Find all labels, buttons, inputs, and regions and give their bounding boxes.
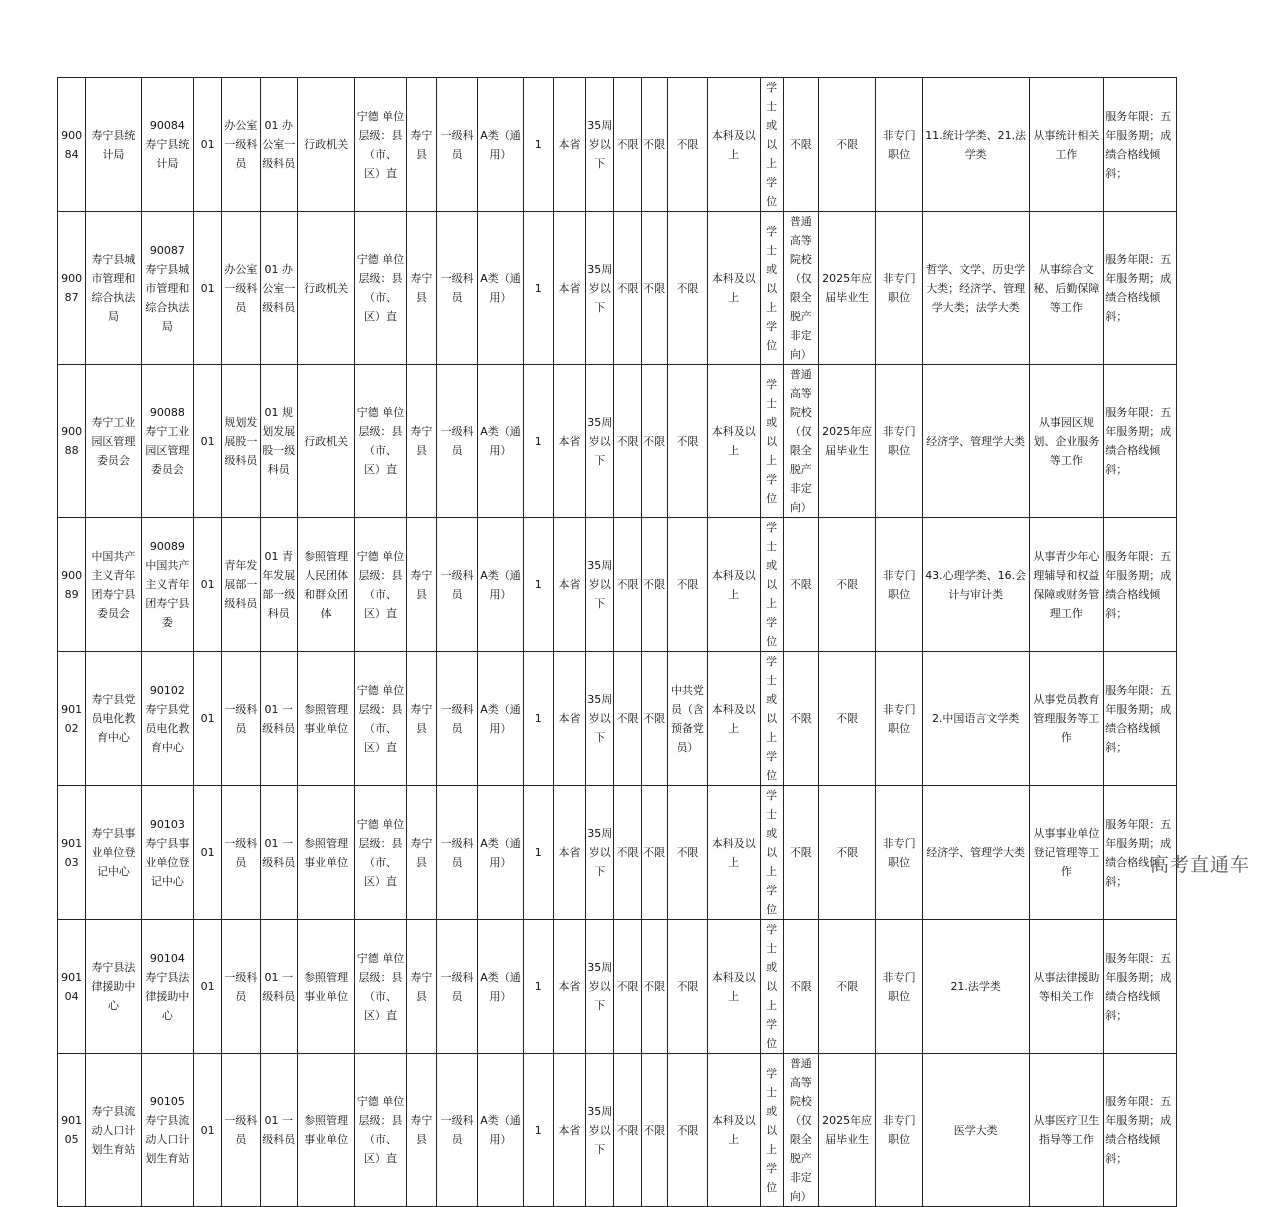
cell-postname: 青年发展部一级科员: [222, 518, 260, 652]
cell-exam: A类（通用）: [478, 78, 523, 212]
cell-grad: 2025年应届毕业生: [818, 212, 875, 365]
cell-posno: 01: [194, 78, 222, 212]
cell-grade: 一级科员: [436, 212, 477, 365]
table-row: [58, 212, 1177, 365]
cell-age: 35周岁以下: [586, 652, 614, 786]
cell-pro: 非专门职位: [876, 78, 922, 212]
cell-gender: 不限: [614, 518, 641, 652]
cell-age: 35周岁以下: [586, 786, 614, 920]
cell-nature: 行政机关: [297, 212, 354, 365]
cell-grad: 不限: [818, 652, 875, 786]
cell-source: 普通高等院校（仅限全脱产非定向）: [783, 365, 818, 518]
cell-degree: 学士或以上学位: [760, 212, 783, 365]
cell-postname: 一级科员: [222, 920, 260, 1054]
cell-politics: 不限: [667, 212, 707, 365]
cell-ethnic: 不限: [641, 1054, 667, 1207]
cell-ethnic: 不限: [641, 920, 667, 1054]
cell-code: 90105: [58, 1054, 86, 1207]
cell-work: 从事园区规划、企业服务等工作: [1029, 365, 1104, 518]
cell-edu: 本科及以上: [708, 365, 760, 518]
table-row: [58, 1054, 1177, 1207]
cell-exam: A类（通用）: [478, 652, 523, 786]
cell-work: 从事法律援助等相关工作: [1029, 920, 1104, 1054]
cell-major: 11.统计学类、21.法学类: [922, 78, 1029, 212]
cell-scope: 本省: [553, 518, 585, 652]
cell-source: 不限: [783, 786, 818, 920]
cell-pro: 非专门职位: [876, 365, 922, 518]
cell-degree: 学士或以上学位: [760, 78, 783, 212]
cell-num: 1: [523, 212, 553, 365]
cell-grade: 一级科员: [436, 518, 477, 652]
cell-other: 服务年限：五年服务期；成绩合格线倾斜；: [1104, 920, 1177, 1054]
cell-exam: A类（通用）: [478, 786, 523, 920]
table-row: [58, 786, 1177, 920]
cell-level: 宁德 单位层级：县（市、区）直: [355, 365, 406, 518]
cell-work: 从事综合文秘、后勤保障等工作: [1029, 212, 1104, 365]
cell-age: 35周岁以下: [586, 78, 614, 212]
cell-grade: 一级科员: [436, 1054, 477, 1207]
cell-age: 35周岁以下: [586, 1054, 614, 1207]
cell-grad: 不限: [818, 920, 875, 1054]
cell-major: 医学大类: [922, 1054, 1029, 1207]
cell-exam: A类（通用）: [478, 920, 523, 1054]
cell-post: 90084 寿宁县统计局: [141, 78, 193, 212]
cell-level: 宁德 单位层级：县（市、区）直: [355, 786, 406, 920]
cell-area: 寿宁县: [406, 78, 436, 212]
recruitment-table: [57, 77, 1177, 1207]
cell-postname: 一级科员: [222, 1054, 260, 1207]
cell-source: 不限: [783, 518, 818, 652]
cell-code: 90084: [58, 78, 86, 212]
cell-code: 90089: [58, 518, 86, 652]
cell-edu: 本科及以上: [708, 212, 760, 365]
cell-politics: 不限: [667, 1054, 707, 1207]
cell-level: 宁德 单位层级：县（市、区）直: [355, 212, 406, 365]
cell-source: 不限: [783, 78, 818, 212]
cell-grade: 一级科员: [436, 652, 477, 786]
cell-nature: 行政机关: [297, 365, 354, 518]
cell-source: 普通高等院校（仅限全脱产非定向）: [783, 1054, 818, 1207]
table-row: [58, 518, 1177, 652]
cell-pro: 非专门职位: [876, 518, 922, 652]
cell-degree: 学士或以上学位: [760, 518, 783, 652]
cell-unit: 寿宁县统计局: [86, 78, 141, 212]
cell-num: 1: [523, 78, 553, 212]
table-row: [58, 920, 1177, 1054]
cell-edu: 本科及以上: [708, 786, 760, 920]
cell-scope: 本省: [553, 786, 585, 920]
cell-area: 寿宁县: [406, 518, 436, 652]
cell-work: 从事事业单位登记管理等工作: [1029, 786, 1104, 920]
cell-gender: 不限: [614, 78, 641, 212]
cell-other: 服务年限：五年服务期；成绩合格线倾斜；: [1104, 78, 1177, 212]
cell-level: 宁德 单位层级：县（市、区）直: [355, 920, 406, 1054]
cell-edu: 本科及以上: [708, 920, 760, 1054]
cell-gender: 不限: [614, 920, 641, 1054]
cell-scope: 本省: [553, 365, 585, 518]
cell-nature: 参照管理事业单位: [297, 652, 354, 786]
cell-nature: 参照管理人民团体和群众团体: [297, 518, 354, 652]
cell-age: 35周岁以下: [586, 518, 614, 652]
cell-area: 寿宁县: [406, 652, 436, 786]
cell-unit: 中国共产主义青年团寿宁县委员会: [86, 518, 141, 652]
cell-posno: 01: [194, 786, 222, 920]
cell-scope: 本省: [553, 1054, 585, 1207]
cell-degree: 学士或以上学位: [760, 786, 783, 920]
cell-posno: 01: [194, 1054, 222, 1207]
cell-jobcode: 01 一级科员: [260, 920, 297, 1054]
cell-source: 不限: [783, 920, 818, 1054]
cell-nature: 行政机关: [297, 78, 354, 212]
cell-post: 90104 寿宁县法律援助中心: [141, 920, 193, 1054]
cell-major: 43.心理学类、16.会计与审计类: [922, 518, 1029, 652]
cell-code: 90103: [58, 786, 86, 920]
cell-level: 宁德 单位层级：县（市、区）直: [355, 78, 406, 212]
cell-jobcode: 01 一级科员: [260, 786, 297, 920]
cell-post: 90089 中国共产主义青年团寿宁县委: [141, 518, 193, 652]
cell-work: 从事医疗卫生指导等工作: [1029, 1054, 1104, 1207]
cell-scope: 本省: [553, 212, 585, 365]
cell-nature: 参照管理事业单位: [297, 1054, 354, 1207]
cell-politics: 不限: [667, 920, 707, 1054]
cell-grade: 一级科员: [436, 365, 477, 518]
cell-other: 服务年限：五年服务期；成绩合格线倾斜；: [1104, 1054, 1177, 1207]
cell-degree: 学士或以上学位: [760, 920, 783, 1054]
cell-exam: A类（通用）: [478, 518, 523, 652]
cell-major: 哲学、文学、历史学大类；经济学、管理学大类；法学大类: [922, 212, 1029, 365]
cell-unit: 寿宁县流动人口计划生育站: [86, 1054, 141, 1207]
cell-posno: 01: [194, 518, 222, 652]
cell-exam: A类（通用）: [478, 365, 523, 518]
cell-num: 1: [523, 786, 553, 920]
cell-other: 服务年限：五年服务期；成绩合格线倾斜；: [1104, 212, 1177, 365]
cell-ethnic: 不限: [641, 518, 667, 652]
cell-gender: 不限: [614, 212, 641, 365]
cell-num: 1: [523, 518, 553, 652]
cell-major: 经济学、管理学大类: [922, 365, 1029, 518]
cell-jobcode: 01 办公室一级科员: [260, 212, 297, 365]
cell-level: 宁德 单位层级：县（市、区）直: [355, 1054, 406, 1207]
cell-other: 服务年限：五年服务期；成绩合格线倾斜；: [1104, 652, 1177, 786]
cell-pro: 非专门职位: [876, 1054, 922, 1207]
cell-scope: 本省: [553, 652, 585, 786]
cell-area: 寿宁县: [406, 1054, 436, 1207]
cell-postname: 规划发展股一级科员: [222, 365, 260, 518]
cell-degree: 学士或以上学位: [760, 1054, 783, 1207]
cell-post: 90102 寿宁县党员电化教育中心: [141, 652, 193, 786]
cell-grad: 不限: [818, 78, 875, 212]
cell-jobcode: 01 青年发展部一级科员: [260, 518, 297, 652]
cell-pro: 非专门职位: [876, 786, 922, 920]
cell-edu: 本科及以上: [708, 1054, 760, 1207]
cell-post: 90105 寿宁县流动人口计划生育站: [141, 1054, 193, 1207]
cell-post: 90087 寿宁县城市管理和综合执法局: [141, 212, 193, 365]
cell-posno: 01: [194, 652, 222, 786]
cell-postname: 一级科员: [222, 786, 260, 920]
cell-unit: 寿宁县事业单位登记中心: [86, 786, 141, 920]
cell-area: 寿宁县: [406, 786, 436, 920]
cell-posno: 01: [194, 365, 222, 518]
cell-degree: 学士或以上学位: [760, 652, 783, 786]
cell-pro: 非专门职位: [876, 652, 922, 786]
cell-politics: 不限: [667, 365, 707, 518]
cell-postname: 办公室一级科员: [222, 78, 260, 212]
cell-ethnic: 不限: [641, 786, 667, 920]
cell-ethnic: 不限: [641, 212, 667, 365]
cell-degree: 学士或以上学位: [760, 365, 783, 518]
cell-ethnic: 不限: [641, 652, 667, 786]
cell-unit: 寿宁县法律援助中心: [86, 920, 141, 1054]
cell-grade: 一级科员: [436, 78, 477, 212]
cell-grade: 一级科员: [436, 920, 477, 1054]
cell-level: 宁德 单位层级：县（市、区）直: [355, 518, 406, 652]
cell-politics: 中共党员（含预备党员）: [667, 652, 707, 786]
cell-area: 寿宁县: [406, 920, 436, 1054]
cell-post: 90103 寿宁县事业单位登记中心: [141, 786, 193, 920]
cell-edu: 本科及以上: [708, 652, 760, 786]
cell-edu: 本科及以上: [708, 78, 760, 212]
cell-gender: 不限: [614, 786, 641, 920]
cell-work: 从事青少年心理辅导和权益保障或财务管理工作: [1029, 518, 1104, 652]
cell-politics: 不限: [667, 78, 707, 212]
cell-num: 1: [523, 365, 553, 518]
cell-other: 服务年限：五年服务期；成绩合格线倾斜；: [1104, 518, 1177, 652]
cell-scope: 本省: [553, 78, 585, 212]
cell-area: 寿宁县: [406, 365, 436, 518]
cell-politics: 不限: [667, 518, 707, 652]
cell-num: 1: [523, 1054, 553, 1207]
cell-num: 1: [523, 652, 553, 786]
cell-age: 35周岁以下: [586, 212, 614, 365]
watermark-text: 高考直通车: [1149, 854, 1250, 876]
cell-grad: 2025年应届毕业生: [818, 365, 875, 518]
cell-nature: 参照管理事业单位: [297, 786, 354, 920]
cell-other: 服务年限：五年服务期；成绩合格线倾斜；: [1104, 786, 1177, 920]
cell-jobcode: 01 一级科员: [260, 652, 297, 786]
cell-gender: 不限: [614, 1054, 641, 1207]
cell-grad: 不限: [818, 518, 875, 652]
cell-major: 2.中国语言文学类: [922, 652, 1029, 786]
cell-level: 宁德 单位层级：县（市、区）直: [355, 652, 406, 786]
cell-code: 90087: [58, 212, 86, 365]
cell-posno: 01: [194, 212, 222, 365]
cell-pro: 非专门职位: [876, 212, 922, 365]
cell-ethnic: 不限: [641, 365, 667, 518]
cell-other: 服务年限：五年服务期；成绩合格线倾斜；: [1104, 365, 1177, 518]
cell-major: 21.法学类: [922, 920, 1029, 1054]
cell-pro: 非专门职位: [876, 920, 922, 1054]
cell-exam: A类（通用）: [478, 212, 523, 365]
cell-post: 90088 寿宁工业园区管理委员会: [141, 365, 193, 518]
cell-source: 普通高等院校（仅限全脱产非定向）: [783, 212, 818, 365]
table-row: [58, 365, 1177, 518]
cell-area: 寿宁县: [406, 212, 436, 365]
cell-num: 1: [523, 920, 553, 1054]
cell-gender: 不限: [614, 652, 641, 786]
cell-jobcode: 01 规划发展股一级科员: [260, 365, 297, 518]
cell-work: 从事党员教育管理服务等工作: [1029, 652, 1104, 786]
cell-jobcode: 01 办公室一级科员: [260, 78, 297, 212]
cell-grade: 一级科员: [436, 786, 477, 920]
cell-code: 90088: [58, 365, 86, 518]
cell-exam: A类（通用）: [478, 1054, 523, 1207]
cell-age: 35周岁以下: [586, 365, 614, 518]
cell-work: 从事统计相关工作: [1029, 78, 1104, 212]
cell-ethnic: 不限: [641, 78, 667, 212]
cell-scope: 本省: [553, 920, 585, 1054]
cell-unit: 寿宁县党员电化教育中心: [86, 652, 141, 786]
cell-major: 经济学、管理学大类: [922, 786, 1029, 920]
cell-jobcode: 01 一级科员: [260, 1054, 297, 1207]
cell-unit: 寿宁县城市管理和综合执法局: [86, 212, 141, 365]
cell-source: 不限: [783, 652, 818, 786]
cell-grad: 2025年应届毕业生: [818, 1054, 875, 1207]
cell-postname: 办公室一级科员: [222, 212, 260, 365]
cell-code: 90104: [58, 920, 86, 1054]
cell-nature: 参照管理事业单位: [297, 920, 354, 1054]
table-row: [58, 78, 1177, 212]
cell-edu: 本科及以上: [708, 518, 760, 652]
cell-gender: 不限: [614, 365, 641, 518]
cell-age: 35周岁以下: [586, 920, 614, 1054]
cell-posno: 01: [194, 920, 222, 1054]
cell-code: 90102: [58, 652, 86, 786]
cell-politics: 不限: [667, 786, 707, 920]
cell-postname: 一级科员: [222, 652, 260, 786]
cell-unit: 寿宁工业园区管理委员会: [86, 365, 141, 518]
cell-grad: 不限: [818, 786, 875, 920]
table-row: [58, 652, 1177, 786]
